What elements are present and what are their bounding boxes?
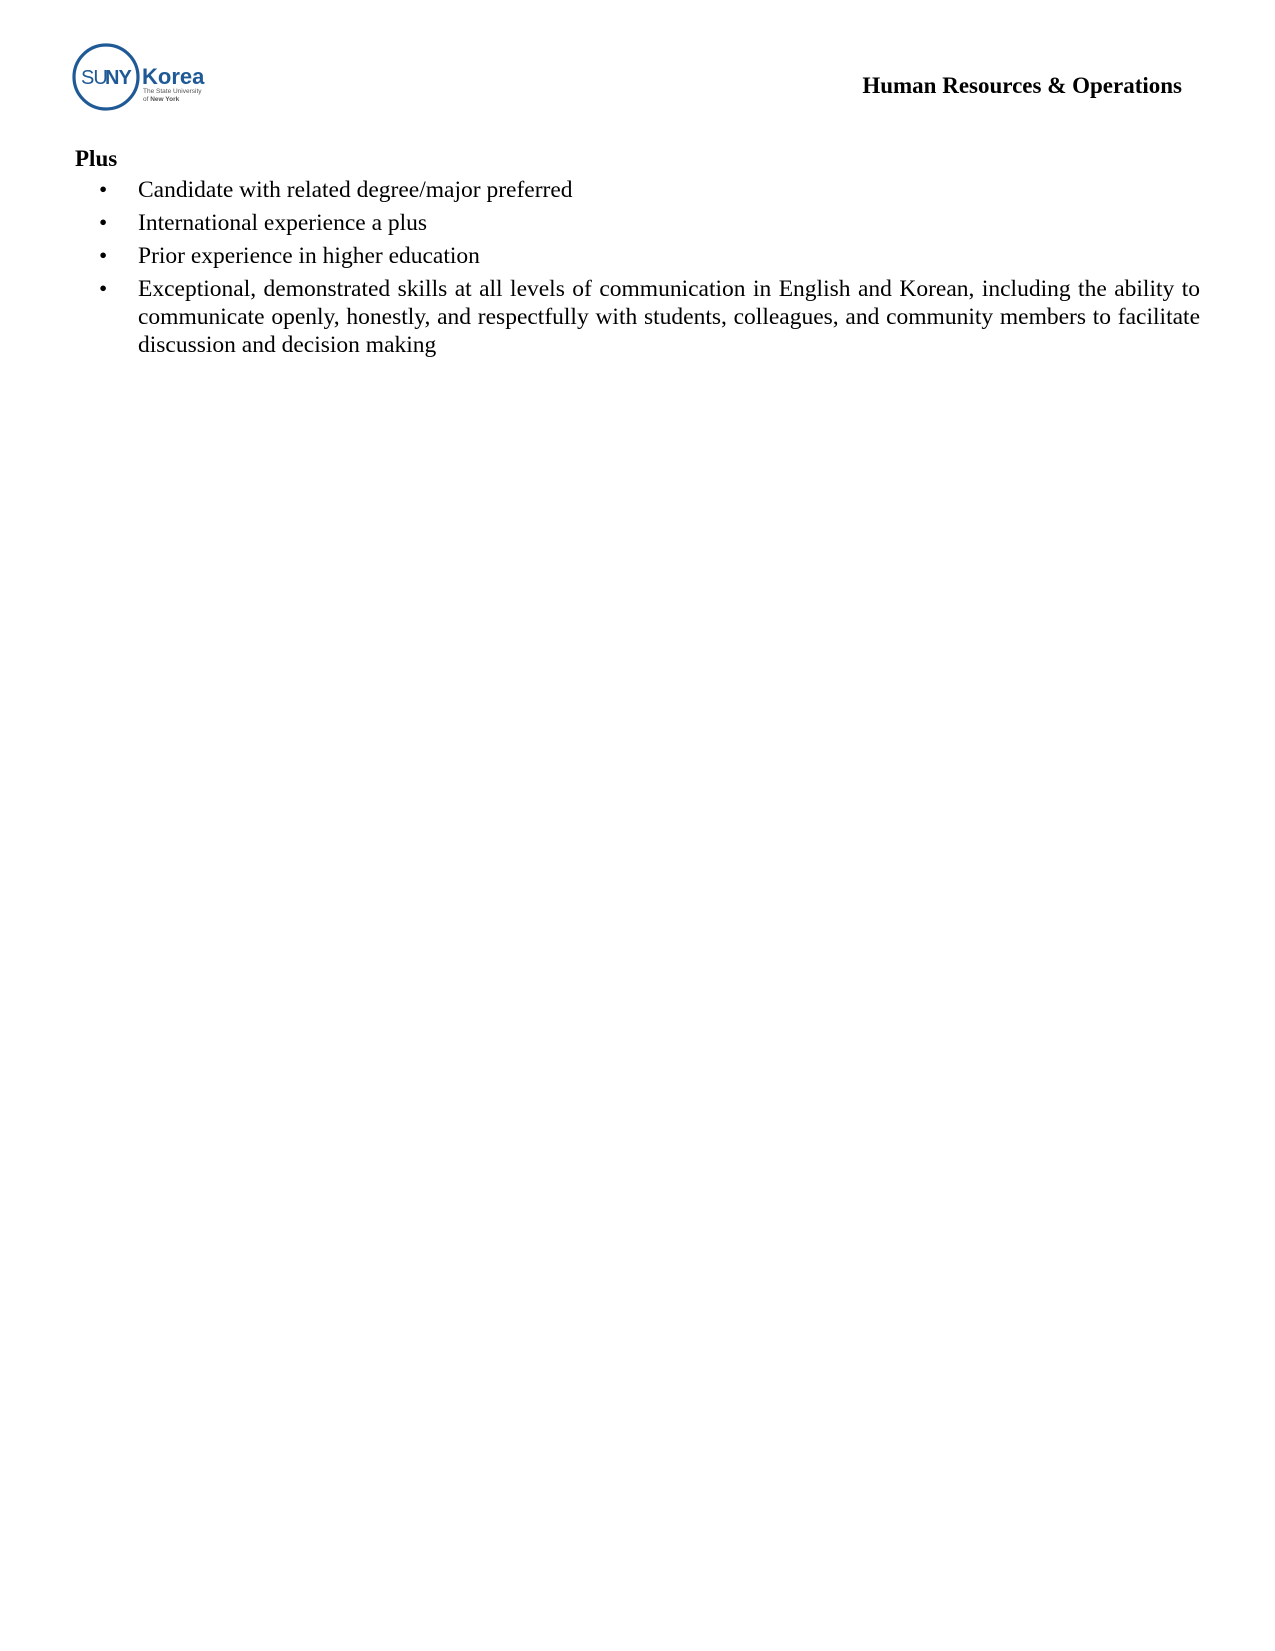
- list-item: [75, 242, 1200, 270]
- list-item-text: Prior experience in higher education: [138, 243, 480, 269]
- bullet-icon: •: [99, 243, 108, 269]
- qualifications-list: [75, 176, 1200, 359]
- svg-text:NY: NY: [105, 67, 131, 89]
- svg-text:Korea: Korea: [142, 64, 205, 89]
- list-item-text: International experience a plus: [138, 210, 428, 236]
- list-item: [75, 176, 1200, 204]
- document-body: [75, 145, 1200, 359]
- list-item: [75, 209, 1200, 237]
- svg-text:of New York: of New York: [143, 96, 180, 103]
- list-item-text: Exceptional, demonstrated skills at all levels of communication in English and Korean, including the ability to communicate openly, honestly, and respectfully with students, colleagues, and community members to facilitate discussion and decision making: [138, 276, 1200, 358]
- bullet-icon: •: [99, 276, 108, 302]
- bullet-icon: •: [99, 210, 108, 236]
- page-header: [0, 0, 1275, 130]
- svg-text:SU: SU: [81, 67, 107, 89]
- list-item-text: Candidate with related degree/major preferred: [138, 177, 573, 203]
- suny-korea-logo: [72, 43, 212, 115]
- list-item: [75, 275, 1200, 359]
- department-title: Human Resources & Operations: [862, 73, 1182, 98]
- section-heading: Plus: [75, 146, 118, 171]
- suny-korea-logo-icon: [72, 43, 212, 115]
- svg-text:The State University: The State University: [143, 88, 202, 95]
- bullet-icon: •: [99, 177, 108, 203]
